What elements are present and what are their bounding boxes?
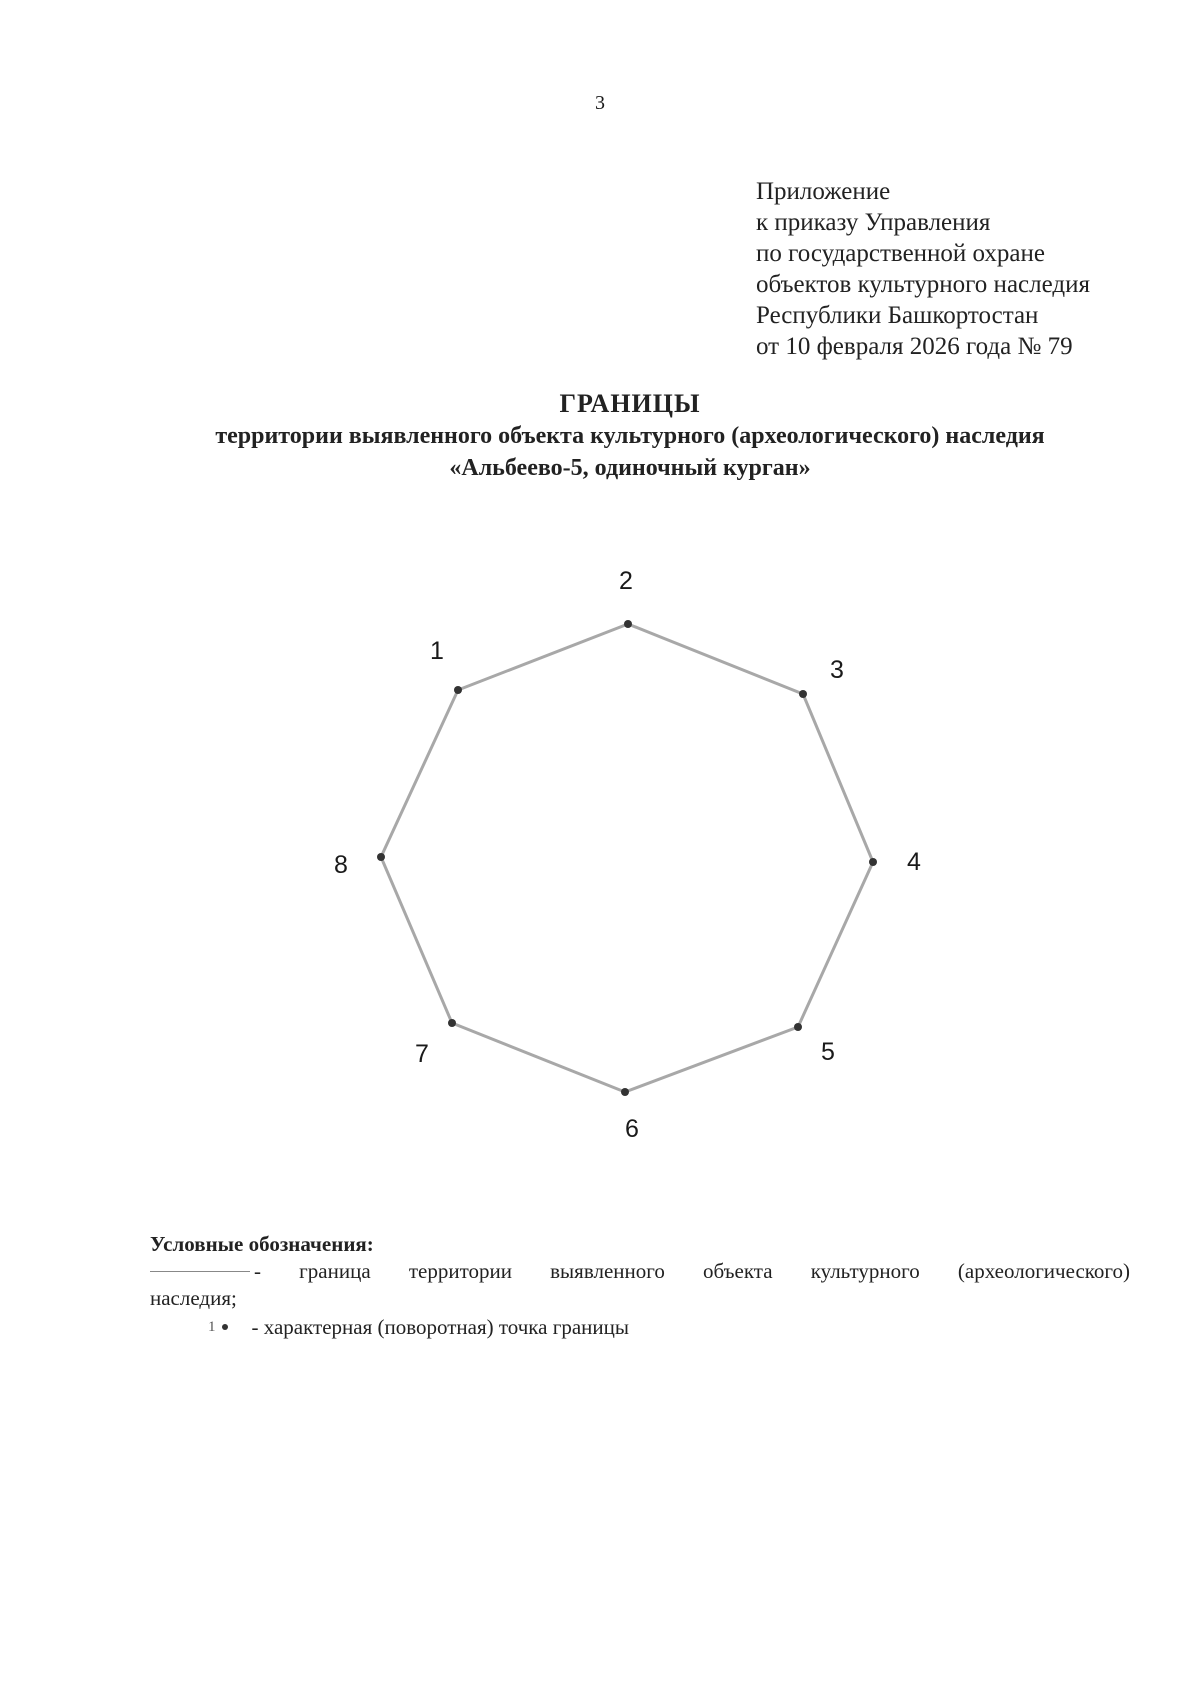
title-line-3: «Альбеево-5, одиночный курган»	[449, 455, 811, 481]
boundary-point-6	[621, 1088, 629, 1096]
appendix-line: Республики Башкортостан	[756, 302, 1039, 329]
boundary-point-label-4: 4	[907, 848, 921, 876]
appendix-line: Приложение	[756, 178, 891, 205]
appendix-line: от 10 февраля 2026 года № 79	[756, 333, 1073, 360]
appendix-line: по государственной охране	[756, 240, 1046, 267]
boundary-point-label-2: 2	[619, 567, 633, 595]
legend-item-point	[150, 1313, 1130, 1341]
title-main: ГРАНИЦЫ	[559, 389, 701, 418]
boundary-points	[334, 567, 921, 1143]
boundary-point-label-7: 7	[415, 1040, 429, 1068]
legend-point-sample-number: 1	[208, 1319, 216, 1335]
page-number: 3	[595, 92, 605, 114]
boundary-point-label-1: 1	[430, 637, 444, 665]
legend	[150, 1230, 1130, 1341]
legend-boundary-text-cont: наследия;	[150, 1286, 237, 1310]
boundary-point-8	[377, 853, 385, 861]
boundary-point-5	[794, 1023, 802, 1031]
boundary-point-label-5: 5	[821, 1038, 835, 1066]
boundary-point-2	[624, 620, 632, 628]
boundary-point-3	[799, 690, 807, 698]
legend-title: Условные обозначения:	[150, 1232, 374, 1256]
boundary-point-label-3: 3	[830, 656, 844, 684]
boundary-point-label-8: 8	[334, 851, 348, 879]
appendix-line: объектов культурного наследия	[756, 271, 1090, 298]
legend-item-boundary	[150, 1258, 1130, 1285]
title-line-2: территории выявленного объекта культурного (археологического) наследия	[215, 423, 1045, 449]
boundary-point-4	[869, 858, 877, 866]
legend-point-dot-icon	[222, 1324, 228, 1330]
appendix-line: к приказу Управления	[756, 209, 991, 236]
boundary-point-label-6: 6	[625, 1115, 639, 1143]
legend-line-sample	[150, 1271, 250, 1272]
boundary-point-1	[454, 686, 462, 694]
boundary-point-7	[448, 1019, 456, 1027]
legend-boundary-text: - граница территории выявленного объекта культурного (археологического)	[254, 1259, 1130, 1283]
legend-point-text: - характерная (поворотная) точка границы	[251, 1315, 629, 1339]
